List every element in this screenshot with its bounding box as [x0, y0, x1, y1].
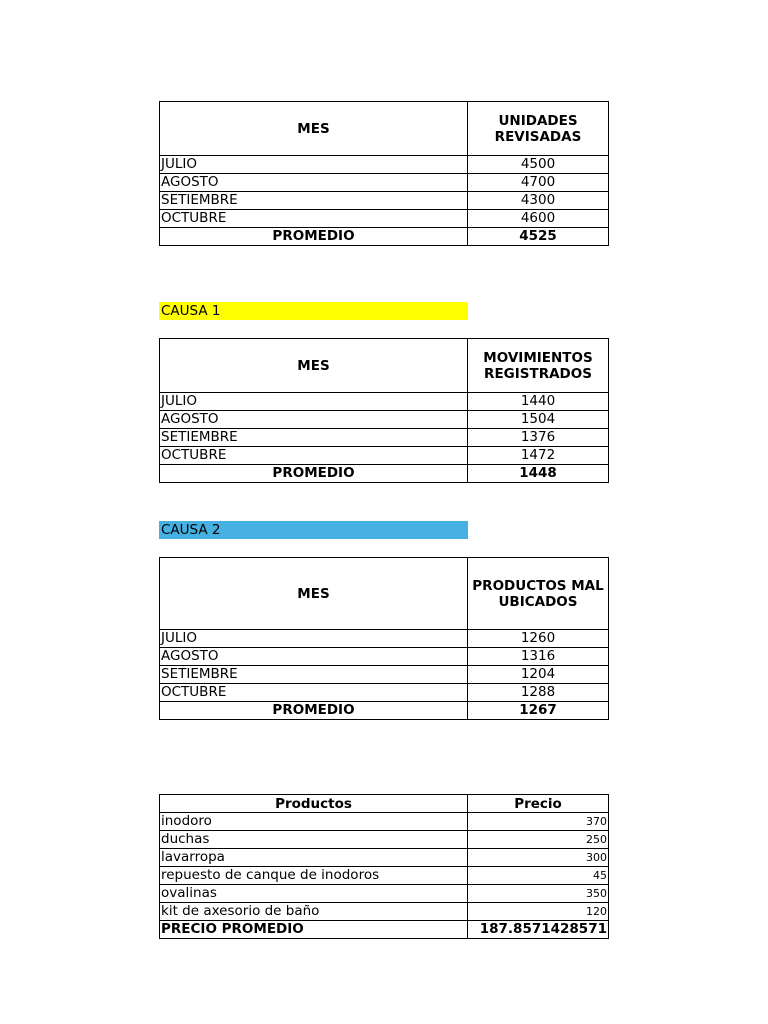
month-header: MES	[160, 339, 468, 393]
average-price-value: 187.8571428571	[468, 921, 609, 939]
price-cell: 350	[468, 885, 609, 903]
month-cell: JULIO	[160, 393, 468, 411]
average-label: PROMEDIO	[160, 228, 468, 246]
table-row	[160, 429, 609, 447]
table-row	[160, 630, 609, 648]
value-cell: 1504	[468, 411, 609, 429]
average-row	[160, 228, 609, 246]
price-cell: 120	[468, 903, 609, 921]
month-cell: AGOSTO	[160, 411, 468, 429]
value-cell: 4500	[468, 156, 609, 174]
table-row	[160, 813, 609, 831]
product-cell: repuesto de canque de inodoros	[160, 867, 468, 885]
table-header-row	[160, 102, 609, 156]
average-value: 1267	[468, 702, 609, 720]
table-row	[160, 867, 609, 885]
average-value: 4525	[468, 228, 609, 246]
value-cell: 4700	[468, 174, 609, 192]
month-cell: JULIO	[160, 156, 468, 174]
month-cell: OCTUBRE	[160, 447, 468, 465]
month-header: MES	[160, 558, 468, 630]
value-cell: 1440	[468, 393, 609, 411]
misplaced-products-header: PRODUCTOS MAL UBICADOS	[468, 558, 609, 630]
average-row	[160, 921, 609, 939]
price-cell: 250	[468, 831, 609, 849]
value-cell: 1376	[468, 429, 609, 447]
table-row	[160, 885, 609, 903]
units-reviewed-header: UNIDADES REVISADAS	[468, 102, 609, 156]
movements-registered-header: MOVIMIENTOS REGISTRADOS	[468, 339, 609, 393]
price-header: Precio	[468, 795, 609, 813]
table-row	[160, 411, 609, 429]
product-cell: duchas	[160, 831, 468, 849]
table-row	[160, 849, 609, 867]
product-cell: ovalinas	[160, 885, 468, 903]
month-cell: SETIEMBRE	[160, 429, 468, 447]
average-label: PROMEDIO	[160, 702, 468, 720]
table-header-row	[160, 339, 609, 393]
cause-2-label: CAUSA 2	[159, 521, 468, 539]
product-prices-table	[159, 794, 609, 939]
product-cell: lavarropa	[160, 849, 468, 867]
price-cell: 300	[468, 849, 609, 867]
misplaced-products-table	[159, 557, 609, 720]
value-cell: 4300	[468, 192, 609, 210]
table-row	[160, 393, 609, 411]
average-row	[160, 465, 609, 483]
value-cell: 1260	[468, 630, 609, 648]
table-row	[160, 174, 609, 192]
product-cell: inodoro	[160, 813, 468, 831]
table-row	[160, 648, 609, 666]
month-cell: OCTUBRE	[160, 210, 468, 228]
products-header: Productos	[160, 795, 468, 813]
month-cell: SETIEMBRE	[160, 666, 468, 684]
movements-registered-table	[159, 338, 609, 483]
table-row	[160, 156, 609, 174]
table-row	[160, 447, 609, 465]
month-header: MES	[160, 102, 468, 156]
table-row	[160, 831, 609, 849]
table-header-row	[160, 558, 609, 630]
average-label: PROMEDIO	[160, 465, 468, 483]
average-row	[160, 702, 609, 720]
value-cell: 1288	[468, 684, 609, 702]
price-cell: 370	[468, 813, 609, 831]
table-row	[160, 192, 609, 210]
value-cell: 1472	[468, 447, 609, 465]
price-cell: 45	[468, 867, 609, 885]
value-cell: 1316	[468, 648, 609, 666]
product-cell: kit de axesorio de baño	[160, 903, 468, 921]
value-cell: 4600	[468, 210, 609, 228]
value-cell: 1204	[468, 666, 609, 684]
month-cell: AGOSTO	[160, 648, 468, 666]
month-cell: AGOSTO	[160, 174, 468, 192]
average-price-label: PRECIO PROMEDIO	[160, 921, 468, 939]
table-row	[160, 666, 609, 684]
table-header-row	[160, 795, 609, 813]
table-row	[160, 684, 609, 702]
month-cell: SETIEMBRE	[160, 192, 468, 210]
average-value: 1448	[468, 465, 609, 483]
units-reviewed-table	[159, 101, 609, 246]
table-row	[160, 903, 609, 921]
month-cell: JULIO	[160, 630, 468, 648]
month-cell: OCTUBRE	[160, 684, 468, 702]
cause-1-label: CAUSA 1	[159, 302, 468, 320]
table-row	[160, 210, 609, 228]
